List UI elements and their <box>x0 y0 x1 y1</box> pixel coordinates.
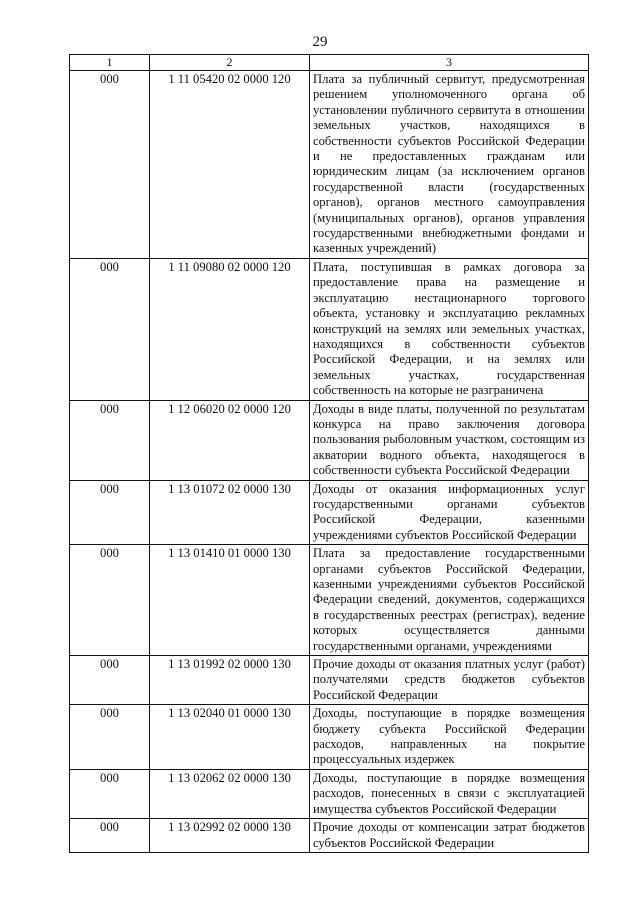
revenue-name-cell: Прочие доходы от оказания платных услуг (работ) получателями средств бюджетов субъектов Российской Федерации <box>310 656 589 705</box>
revenue-name-cell: Доходы, поступающие в порядке возмещения бюджету субъекта Российской Федерации расходов, направленных на покрытие процессуальных издержек <box>310 705 589 770</box>
table-row <box>70 656 589 705</box>
admin-code-cell: 000 <box>70 705 150 770</box>
revenue-code-cell: 1 13 01410 01 0000 130 <box>150 545 310 656</box>
admin-code-cell: 000 <box>70 769 150 818</box>
table-row <box>70 769 589 818</box>
revenue-name-cell: Плата за публичный сервитут, предусмотренная решением уполномоченного органа об установлении публичного сервитута в отношении земельных участков, находящихся в собственности субъектов Российской Федерации и не предоставленных гражданам или юридическим лицам (за исключением органов государственной власти (государственных органов), органов местного самоуправления (муниципальных органов), органов управления государственными внебюджетными фондами и казенных учреждений) <box>310 71 589 259</box>
admin-code-cell: 000 <box>70 656 150 705</box>
admin-code-cell: 000 <box>70 480 150 545</box>
revenue-name-cell: Плата за предоставление государственными органами субъектов Российской Федерации, казенными учреждениями субъектов Российской Федерации сведений, документов, содержащихся в государственных реестрах (регистрах), ведение которых осуществляется данными государственными органами, учреждениями <box>310 545 589 656</box>
revenue-codes-table <box>69 54 589 853</box>
admin-code-cell: 000 <box>70 545 150 656</box>
revenue-code-cell: 1 13 01072 02 0000 130 <box>150 480 310 545</box>
table-row <box>70 545 589 656</box>
admin-code-cell: 000 <box>70 258 150 400</box>
revenue-code-cell: 1 13 01992 02 0000 130 <box>150 656 310 705</box>
table-row <box>70 400 589 480</box>
table-header-row <box>70 55 589 71</box>
table-row <box>70 480 589 545</box>
page-number: 29 <box>312 34 328 50</box>
table-row <box>70 258 589 400</box>
revenue-name-cell: Доходы в виде платы, полученной по результатам конкурса на право заключения договора пользования рыболовным участком, состоящим из акватории водного объекта, находящегося в собственности субъекта Российской Федерации <box>310 400 589 480</box>
table-row <box>70 819 589 853</box>
table-row <box>70 71 589 259</box>
revenue-name-cell: Плата, поступившая в рамках договора за предоставление права на размещение и эксплуатацию нестационарного торгового объекта, установку и эксплуатацию рекламных конструкций на землях или земельных участках, находящихся в собственности субъектов Российской Федерации, и на землях или земельных участках, государственная собственность на которые не разграничена <box>310 258 589 400</box>
revenue-name-cell: Доходы от оказания информационных услуг государственными органами субъектов Российской Федерации, казенными учреждениями субъектов Российской Федерации <box>310 480 589 545</box>
header-cell-3: 3 <box>310 55 589 71</box>
revenue-code-cell: 1 11 09080 02 0000 120 <box>150 258 310 400</box>
admin-code-cell: 000 <box>70 71 150 259</box>
header-cell-2: 2 <box>150 55 310 71</box>
revenue-name-cell: Доходы, поступающие в порядке возмещения расходов, понесенных в связи с эксплуатацией имущества субъектов Российской Федерации <box>310 769 589 818</box>
header-cell-1: 1 <box>70 55 150 71</box>
revenue-code-cell: 1 12 06020 02 0000 120 <box>150 400 310 480</box>
table-row <box>70 705 589 770</box>
admin-code-cell: 000 <box>70 819 150 853</box>
revenue-code-cell: 1 13 02992 02 0000 130 <box>150 819 310 853</box>
admin-code-cell: 000 <box>70 400 150 480</box>
revenue-code-cell: 1 11 05420 02 0000 120 <box>150 71 310 259</box>
revenue-code-cell: 1 13 02040 01 0000 130 <box>150 705 310 770</box>
revenue-code-cell: 1 13 02062 02 0000 130 <box>150 769 310 818</box>
revenue-name-cell: Прочие доходы от компенсации затрат бюджетов субъектов Российской Федерации <box>310 819 589 853</box>
